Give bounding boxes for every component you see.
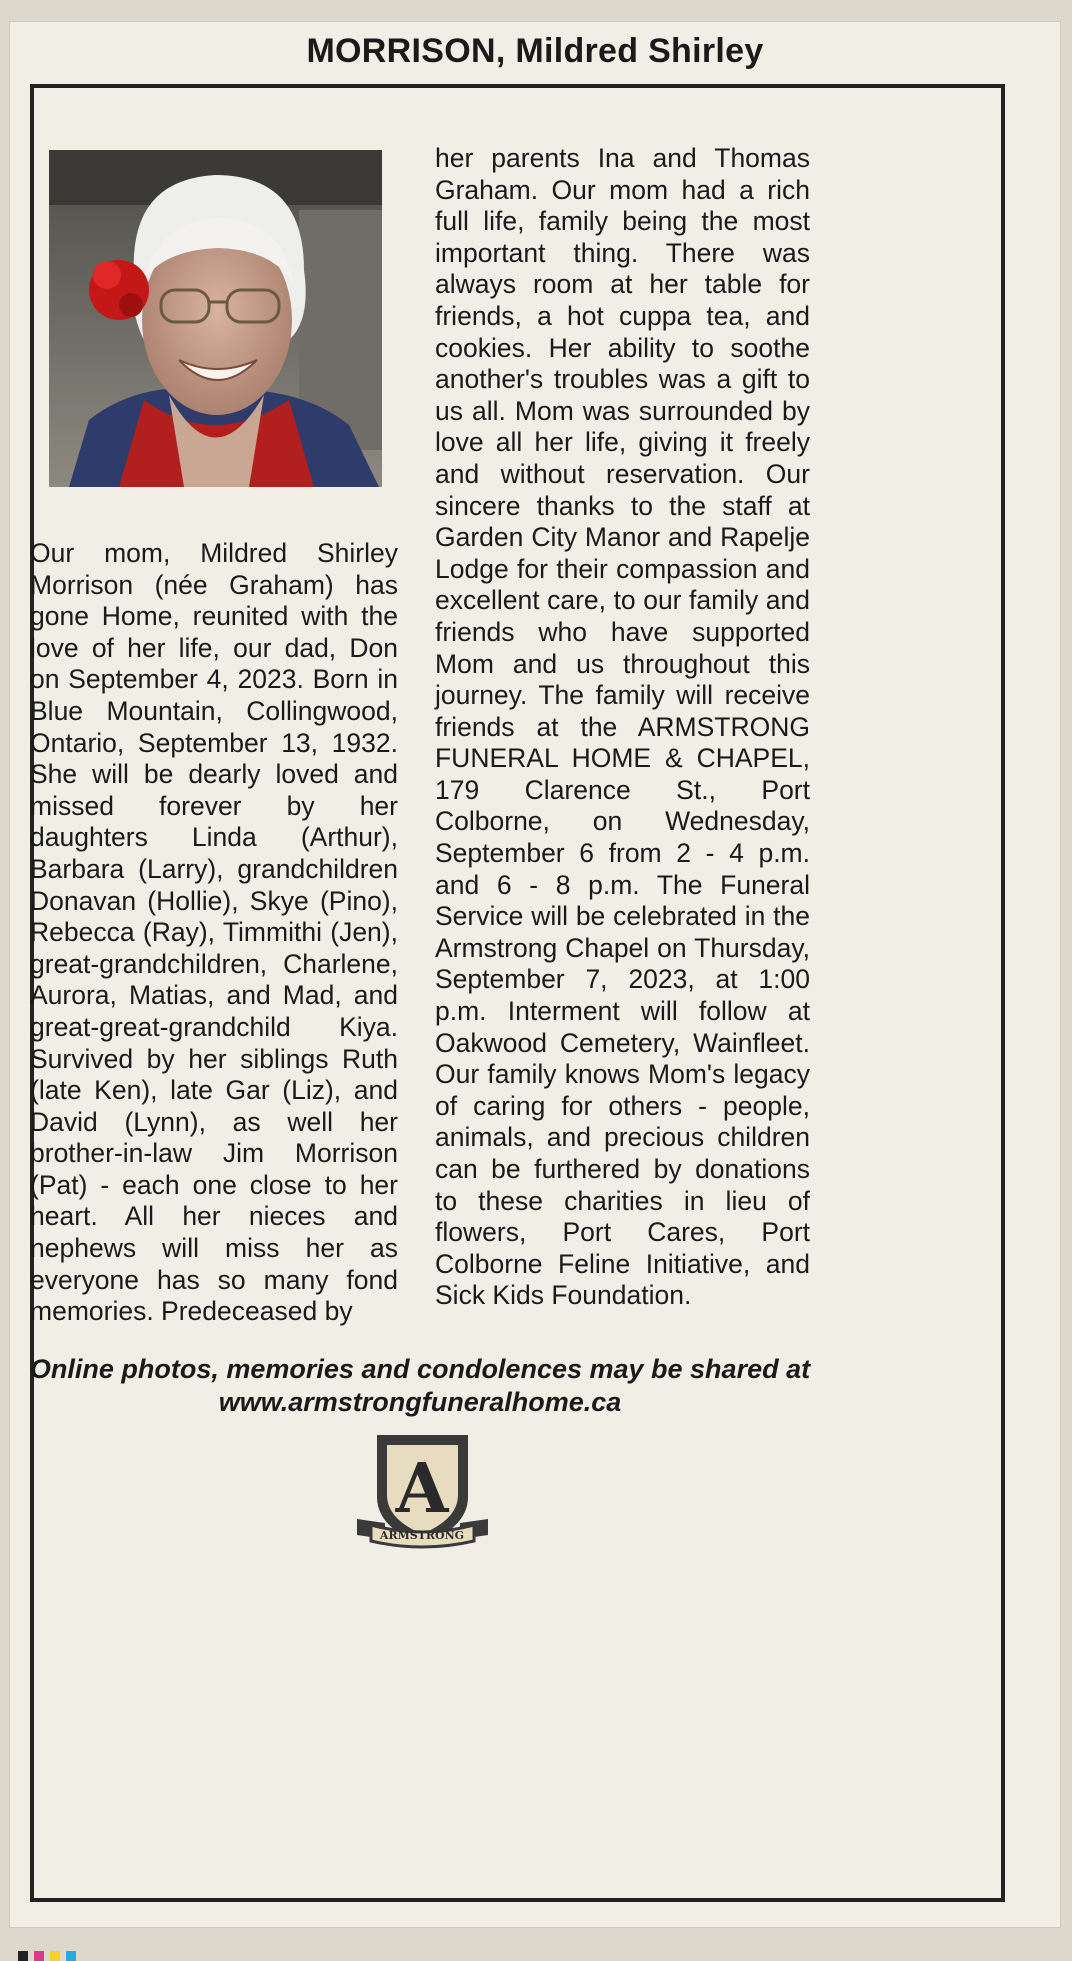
funeral-home-website-link[interactable]: www.armstrongfuneralhome.ca [218,1387,622,1417]
condolence-note: Online photos, memories and condolences may be shared at [29,1354,811,1384]
registration-mark-magenta [34,1951,44,1961]
portrait-image [49,150,382,487]
portrait-photo [49,150,382,487]
registration-mark-yellow [50,1951,60,1961]
notice-title: MORRISON, Mildred Shirley [306,32,764,70]
print-registration-marks [18,1951,98,1961]
logo-banner-text: ARMSTRONG [379,1529,465,1542]
registration-mark-black [18,1951,28,1961]
obituary-text-right: her parents Ina and Thomas Graham. Our mom had a rich full life, family being the most important thing. There was always room at her table for friends, a hot cuppa tea, and cookies. Her ability to soothe another's troubles was a gift to us all. Mom was surrounded by love all her life, giving it freely and without reservation. Our sincere thanks to the staff at Garden City Manor and Rapelje Lodge for their compassion and excellent care, to our family and friends who have supported Mom and us throughout this journey. The family will receive friends at the ARMSTRONG FUNERAL HOME & CHAPEL, 179 Clarence St., Port Colborne, on Wednesday, September 6 from 2 - 4 p.m. and 6 - 8 p.m. The Funeral Service will be celebrated in the Armstrong Chapel on Thursday, September 7, 2023, at 1:00 p.m. Interment will follow at Oakwood Cemetery, Wainfleet. Our family knows Mom's legacy of caring for others - people, animals, and precious children can be furthered by donations to these charities in lieu of flowers, Port Cares, Port Colborne Feline Initiative, and Sick Kids Foundation. [435,143,810,1311]
armstrong-logo [355,1427,490,1552]
obituary-text-left: Our mom, Mildred Shirley Morrison (née Graham) has gone Home, reunited with the love of her life, our dad, Don on September 4, 2023. Born in Blue Mountain, Collingwood, Ontario, September 13, 1932. She will be dearly loved and missed forever by her daughters Linda (Arthur), Barbara (Larry), grandchildren Donavan (Hollie), Skye (Pino), Rebecca (Ray), Timmithi (Jen), great-grandchildren, Charlene, Aurora, Matias, and Mad, and great-great-grandchild Kiya. Survived by her siblings Ruth (late Ken), late Gar (Liz), and David (Lynn), as well her brother-in-law Jim Morrison (Pat) - each one close to her heart. All her nieces and nephews will miss her as everyone has so many fond memories. Predeceased by [30,538,398,1327]
registration-mark-cyan [66,1951,76,1961]
obituary-notice [10,22,1060,1927]
logo-letter: A [395,1449,449,1529]
